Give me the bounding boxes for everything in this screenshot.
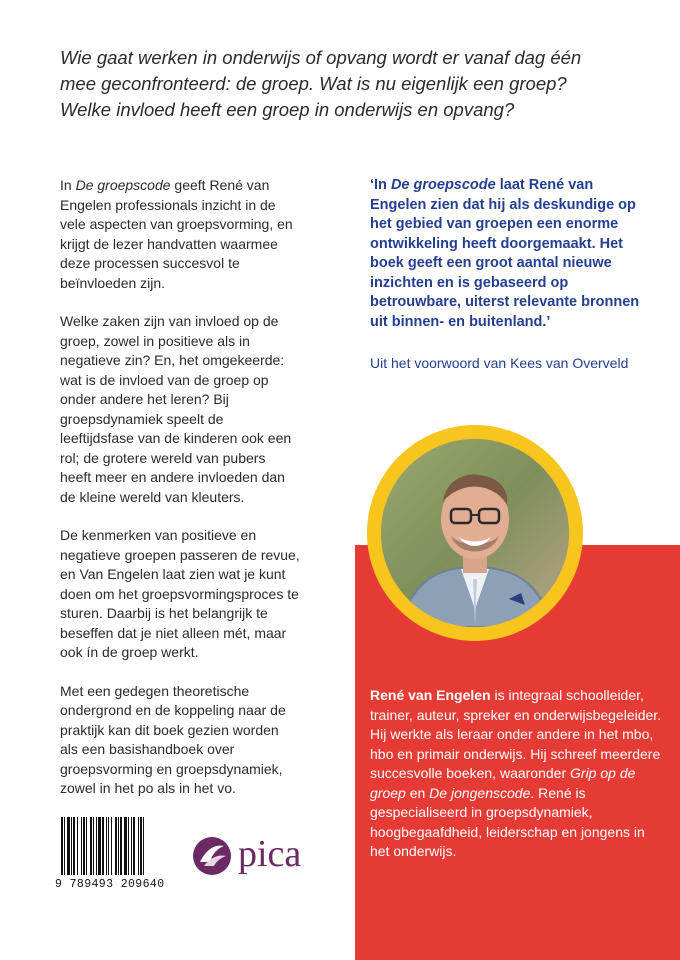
barcode-bar <box>96 817 97 875</box>
quote-text: ‘In <box>370 177 391 193</box>
barcode-bar <box>120 817 122 875</box>
bio-book-title-2: De jongenscode <box>429 784 531 801</box>
barcode-bar <box>128 817 129 875</box>
intro-text <box>60 45 650 123</box>
barcode-bar <box>71 817 72 875</box>
author-photo <box>381 439 569 627</box>
intro-line-2: mee geconfronteerd: de groep. Wat is nu eigenlijk een groep? <box>60 73 567 94</box>
book-title: De groepscode <box>75 177 171 193</box>
barcode-bar <box>61 817 63 875</box>
isbn-number: 9 789493 209640 <box>55 878 165 891</box>
quote-book-title: De groepscode <box>390 177 496 193</box>
barcode-bar <box>86 817 87 875</box>
barcode-bar <box>73 817 75 875</box>
isbn-barcode <box>60 817 172 875</box>
publisher-name: pica <box>238 833 302 875</box>
barcode-bar <box>90 817 92 875</box>
bio-book-title-1: Grip op de groep <box>370 765 636 801</box>
barcode-bar <box>118 817 119 875</box>
description-paragraph-4: Met een gedegen theoretische ondergrond en de koppeling naar de praktijk kan dit boek gezien worden als een basishandboek over groepsvorming en groepsdynamiek, zowel in het po als in het vo. <box>60 682 286 796</box>
barcode-bar <box>98 817 101 875</box>
bio-text: en <box>405 784 430 801</box>
description-column <box>60 176 300 818</box>
quote-source: Uit het voorwoord van Kees van Overveld <box>370 355 629 371</box>
barcode-bar <box>140 817 142 875</box>
intro-line-1: Wie gaat werken in onderwijs of opvang wordt er vanaf dag één <box>60 47 582 68</box>
barcode-bar <box>108 817 109 875</box>
description-paragraph-3: De kenmerken van positieve en negatieve groepen passeren de revue, en Van Engelen laat zien wat je kunt doen om het groepsvormingsproces te sturen. Daarbij is het belangrijk te beseffen dat je niet alleen mét, maar ook ín de groep werkt. <box>60 527 300 660</box>
barcode-bar <box>81 817 82 875</box>
barcode-bar <box>133 817 135 875</box>
barcode-bar <box>143 817 144 875</box>
paragraph-text: geeft René van Engelen professionals inzicht in de vele aspecten van groepsvorming, en krijgt de lezer handvatten waarmee deze processen succesvol te beïnvloeden zijn. <box>60 177 293 291</box>
barcode-bar <box>131 817 132 875</box>
intro-line-3: Welke invloed heeft een groep in onderwijs en opvang? <box>60 99 515 120</box>
barcode-bar <box>77 817 78 875</box>
author-portrait-illustration <box>381 439 569 627</box>
barcode-bar <box>67 817 70 875</box>
barcode-bar <box>64 817 65 875</box>
barcode-bar <box>106 817 107 875</box>
barcode-bar <box>138 817 139 875</box>
barcode-bar <box>93 817 94 875</box>
author-name: René van Engelen <box>370 687 491 703</box>
description-paragraph-1 <box>60 176 300 293</box>
paragraph-text: In <box>60 177 76 193</box>
bio-text: . René is gespecialiseerd in groepsdynamiek, hoogbegaafdheid, leiderschap en jongens in het onderwijs. <box>370 784 645 859</box>
author-bio <box>370 686 665 862</box>
description-paragraph-2: Welke zaken zijn van invloed op de groep, zowel in positieve als in negatieve zin? En, het omgekeerde: wat is de invloed van de groep op onder andere het leren? Bij groepsdynamiek speelt de leeftijdsfase van de kinderen ook een rol; de grotere wereld van pubers heeft meer en andere invloeden dan de kleine wereld van kleuters. <box>60 313 292 505</box>
quote-text: laat René van Engelen zien dat hij als deskundige op het gebied van groepen een enorme ontwikkeling heeft doorgemaakt. Het boek geeft een groot aantal nieuwe inzichten en is gebaseerd op betrouwbare, uiterst relevante bronnen uit binnen- en buitenland.’ <box>370 177 640 330</box>
endorsement-quote <box>370 176 640 332</box>
barcode-bar <box>83 817 85 875</box>
barcode-bar <box>111 817 112 875</box>
barcode-bar <box>115 817 117 875</box>
bio-text: is integraal schoolleider, trainer, auteur, spreker en onderwijsbegeleider. Hij werkte als leraar onder andere in het mbo, hbo en primair onderwijs. Hij schreef meerdere succesvolle boeken, waaronder <box>370 687 662 781</box>
barcode-bar <box>124 817 127 875</box>
barcode-bar <box>102 817 104 875</box>
